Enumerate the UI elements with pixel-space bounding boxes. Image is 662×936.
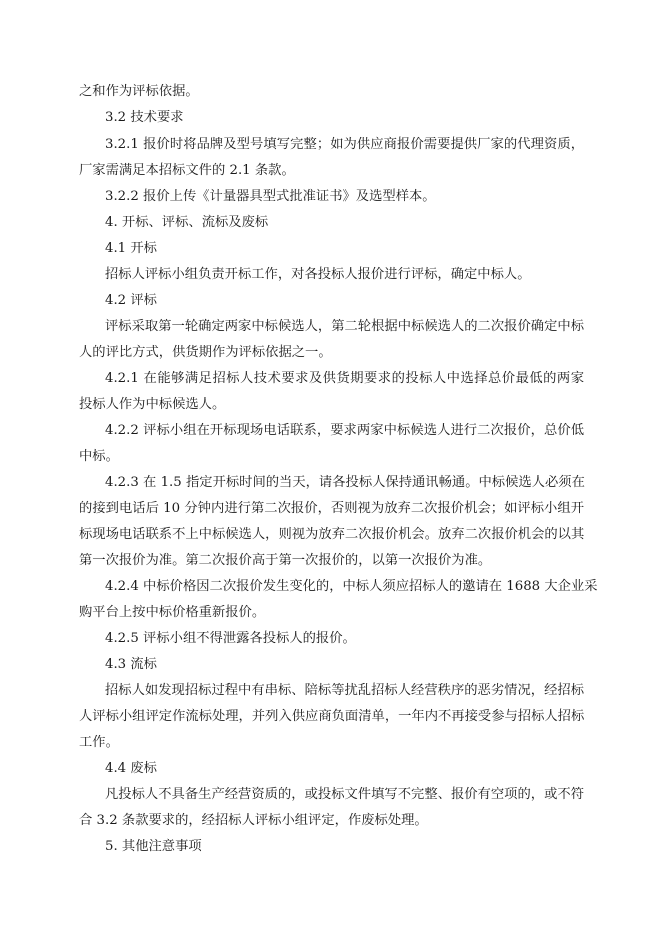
paragraph-line: 4.2.2 评标小组在开标现场电话联系，要求两家中标候选人进行二次报价，总价低 <box>105 423 584 438</box>
paragraph-line: 第一次报价为准。第二次报价高于第一次报价的，以第一次报价为准。 <box>79 553 492 568</box>
paragraph-line: 之和作为评标依据。 <box>79 84 199 99</box>
section-heading-4-4: 4.4 废标 <box>105 761 157 776</box>
section-heading-3-2: 3.2 技术要求 <box>105 110 184 125</box>
paragraph-line: 4.2.4 中标价格因二次报价发生变化的，中标人须应招标人的邀请在 1688 大企业采 <box>105 579 598 594</box>
paragraph-line: 中标。 <box>79 449 119 464</box>
paragraph-line: 人评标小组评定作流标处理，并列入供应商负面清单，一年内不再接受参与招标人招标 <box>79 709 585 724</box>
paragraph-line: 4.2.1 在能够满足招标人技术要求及供货期要求的投标人中选择总价最低的两家 <box>105 371 584 386</box>
paragraph-line: 合 3.2 条款要求的，经招标人评标小组评定，作废标处理。 <box>79 813 428 828</box>
paragraph-line: 的接到电话后 10 分钟内进行第二次报价，否则视为放弃二次报价机会；如评标小组开 <box>79 501 584 516</box>
paragraph-line: 标现场电话联系不上中标候选人，则视为放弃二次报价机会。放弃二次报价机会的以其 <box>79 527 585 542</box>
paragraph-line: 厂家需满足本招标文件的 2.1 条款。 <box>79 163 295 178</box>
paragraph-line: 购平台上按中标价格重新报价。 <box>79 605 266 620</box>
paragraph-line: 评标采取第一轮确定两家中标候选人，第二轮根据中标候选人的二次报价确定中标 <box>105 319 584 334</box>
paragraph-line: 工作。 <box>79 735 119 750</box>
paragraph-line: 3.2.2 报价上传《计量器具型式批准证书》及选型样本。 <box>105 189 436 204</box>
paragraph-line: 投标人作为中标候选人。 <box>79 397 226 412</box>
section-heading-4: 4. 开标、评标、流标及废标 <box>105 215 269 230</box>
paragraph-line: 3.2.1 报价时将品牌及型号填写完整；如为供应商报价需要提供厂家的代理资质， <box>105 137 584 152</box>
section-heading-5: 5. 其他注意事项 <box>105 839 202 854</box>
paragraph-line: 人的评比方式，供货期作为评标依据之一。 <box>79 345 332 360</box>
paragraph-line: 凡投标人不具备生产经营资质的，或投标文件填写不完整、报价有空项的，或不符 <box>105 787 584 802</box>
section-heading-4-2: 4.2 评标 <box>105 293 157 308</box>
paragraph-line: 4.2.3 在 1.5 指定开标时间的当天，请各投标人保持通讯畅通。中标候选人必须在 <box>105 475 585 490</box>
paragraph-line: 4.2.5 评标小组不得泄露各投标人的报价。 <box>105 631 356 646</box>
section-heading-4-1: 4.1 开标 <box>105 241 157 256</box>
paragraph-line: 招标人如发现招标过程中有串标、陪标等扰乱招标人经营秩序的恶劣情况，经招标 <box>105 683 584 698</box>
paragraph-line: 招标人评标小组负责开标工作，对各投标人报价进行评标，确定中标人。 <box>105 267 531 282</box>
section-heading-4-3: 4.3 流标 <box>105 657 157 672</box>
